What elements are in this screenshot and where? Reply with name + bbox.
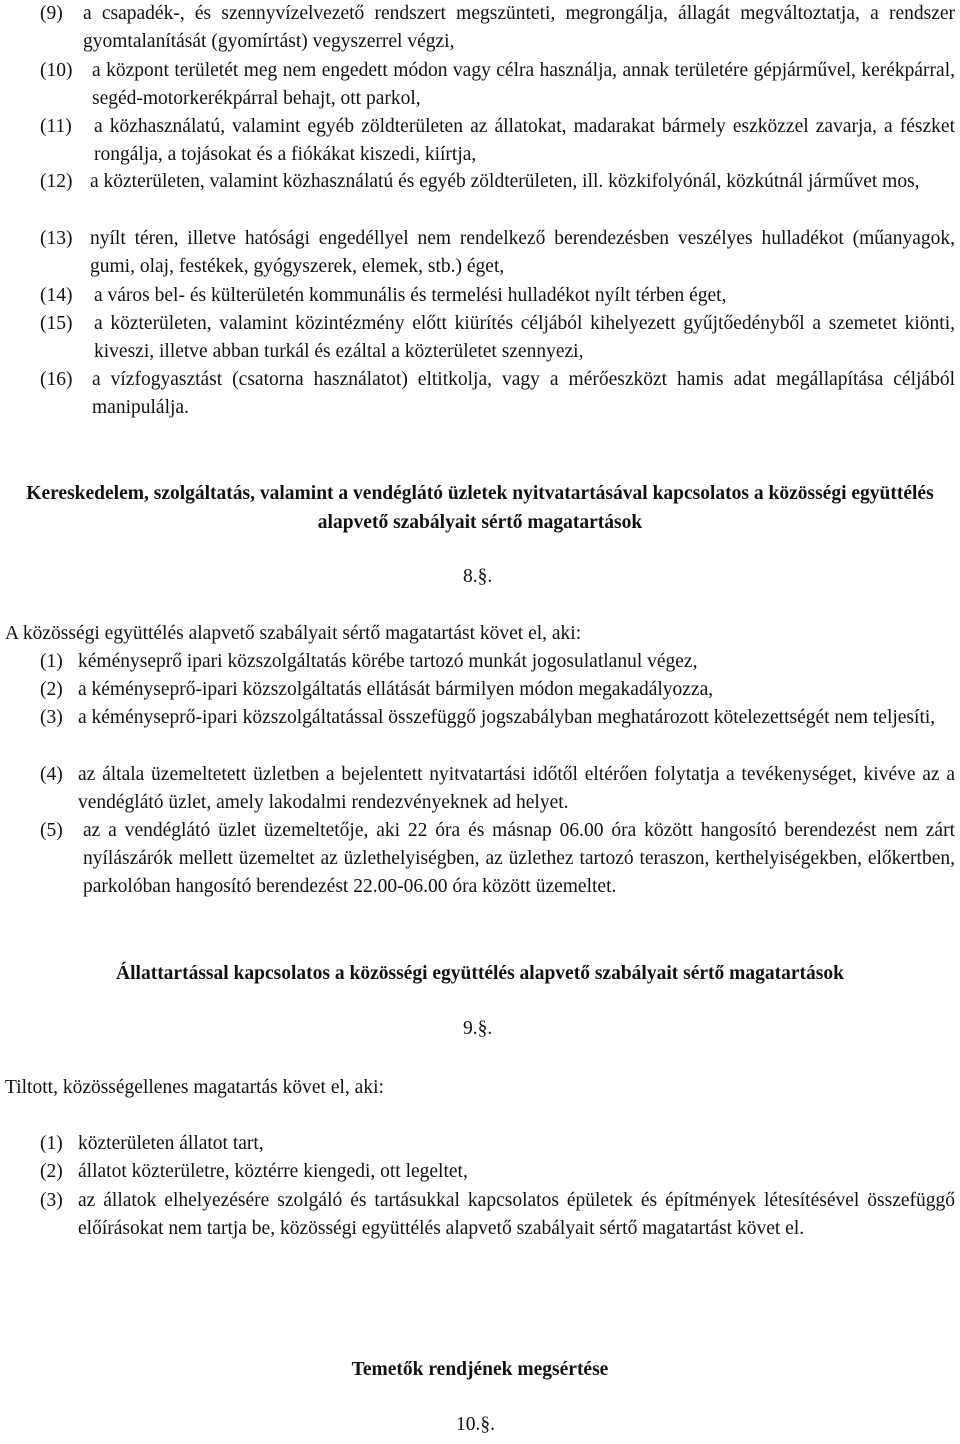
- item-number: (1): [40, 651, 63, 672]
- item-number: (12): [40, 171, 73, 192]
- item-text: az a vendéglátó üzlet üzemeltetője, aki 22 óra és másnap 06.00 óra között hangosító berendezést nem zárt nyílászárók mellett üzemeltet az üzlethelyiségben, az üzlethez tartozó teraszon, kerthelyiségekben, előkertben, parkolóban hangosító berendezést 22.00-06.00 óra között üzemeltet.: [83, 820, 955, 898]
- item-number: (1): [40, 1133, 63, 1154]
- item-number: (13): [40, 228, 73, 249]
- item-text: a kéményseprő-ipari közszolgáltatás ellátását bármilyen módon megakadályozza,: [78, 679, 714, 700]
- item-text: a közterületen, valamint közhasználatú és egyéb zöldterületen, ill. közkifolyónál, közkútnál járművet mos,: [90, 171, 920, 192]
- section-heading: Kereskedelem, szolgáltatás, valamint a vendéglátó üzletek nyitvatartásával kapcsolatos a közösségi együttélés alapvető szabályait sértő magatartások: [26, 483, 934, 533]
- list-item: [40, 366, 955, 422]
- item-text: nyílt téren, illetve hatósági engedéllyel nem rendelkező berendezésben veszélyes hulladékot (műanyagok, gumi, olaj, festékek, gyógyszerek, elemek, stb.) éget,: [90, 228, 955, 278]
- item-text: a központ területét meg nem engedett módon vagy célra használja, annak területére gépjárművel, kerékpárral, segéd-motorkerékpárral behajt, ott parkol,: [92, 60, 955, 110]
- item-number: (2): [40, 679, 63, 700]
- list-item: [40, 817, 955, 902]
- list-item: [40, 282, 955, 310]
- list-item: [40, 704, 955, 732]
- list-item: [40, 1187, 955, 1243]
- intro-text: A közösségi együttélés alapvető szabályait sértő magatartást követ el, aki:: [5, 623, 582, 644]
- item-number: (11): [40, 116, 72, 137]
- item-number: (16): [40, 369, 73, 390]
- item-text: a csapadék-, és szennyvízelvezető rendszert megszünteti, megrongálja, állagát megváltoztatja, a rendszer gyomtalanítását (gyomírtást) vegyszerrel végzi,: [83, 3, 955, 53]
- list-item: [40, 113, 955, 169]
- item-number: (5): [40, 820, 63, 841]
- list-item: [40, 310, 955, 366]
- item-number: (2): [40, 1161, 63, 1182]
- item-text: a város bel- és külterületén kommunális és termelési hulladékot nyílt térben éget,: [94, 285, 727, 306]
- item-number: (15): [40, 313, 73, 334]
- item-number: (3): [40, 707, 63, 728]
- item-number: (9): [40, 3, 63, 24]
- item-text: közterületen állatot tart,: [78, 1133, 264, 1154]
- item-text: az állatok elhelyezésére szolgáló és tartásukkal kapcsolatos épületek és építmények létesítésével összefüggő előírásokat nem tartja be, közösségi együttélés alapvető szabályait sértő magatartást követ el.: [78, 1190, 955, 1240]
- item-text: kéményseprő ipari közszolgáltatás körébe tartozó munkát jogosulatlanul végez,: [78, 651, 698, 672]
- list-item: [40, 168, 955, 196]
- list-item: [40, 1130, 955, 1158]
- item-number: (14): [40, 285, 73, 306]
- section-number: 8.§.: [463, 566, 493, 587]
- list-item: [40, 1158, 955, 1186]
- item-number: (3): [40, 1190, 63, 1211]
- item-text: az általa üzemeltetett üzletben a bejelentett nyitvatartási időtől eltérően folytatja a tevékenységet, kivéve az a vendéglátó üzlet, amely lakodalmi rendezvényeknek ad helyet.: [78, 764, 955, 814]
- list-item: [40, 0, 955, 56]
- item-text: a közhasználatú, valamint egyéb zöldterületen az állatokat, madarakat bármely eszközzel zavarja, a fészket rongálja, a tojásokat és a fiókákat kiszedi, kiírtja,: [94, 116, 955, 166]
- item-text: állatot közterületre, köztérre kiengedi, ott legeltet,: [78, 1161, 468, 1182]
- intro-text: Tiltott, közösségellenes magatartás követ el, aki:: [5, 1077, 384, 1098]
- section-number: 10.§.: [456, 1414, 495, 1435]
- item-number: (4): [40, 764, 63, 785]
- list-item: [40, 648, 955, 676]
- section-heading: Temetők rendjének megsértése: [351, 1359, 609, 1380]
- list-item: [40, 676, 955, 704]
- list-item: [40, 225, 955, 281]
- item-text: a kéményseprő-ipari közszolgáltatással összefüggő jogszabályban meghatározott kötelezettségét nem teljesíti,: [78, 707, 936, 728]
- item-number: (10): [40, 60, 73, 81]
- section-heading: Állattartással kapcsolatos a közösségi együttélés alapvető szabályait sértő magatartások: [116, 963, 844, 984]
- item-text: a vízfogyasztást (csatorna használatot) eltitkolja, vagy a mérőeszközt hamis adat megállapítása céljából manipulálja.: [92, 369, 955, 419]
- list-item: [40, 57, 955, 113]
- section-number: 9.§.: [463, 1018, 493, 1039]
- item-text: a közterületen, valamint közintézmény előtt kiürítés céljából kihelyezett gyűjtőedényből a szemetet kiönti, kiveszi, illetve abban turkál és ezáltal a közterületet szennyezi,: [94, 313, 955, 363]
- list-item: [40, 761, 955, 817]
